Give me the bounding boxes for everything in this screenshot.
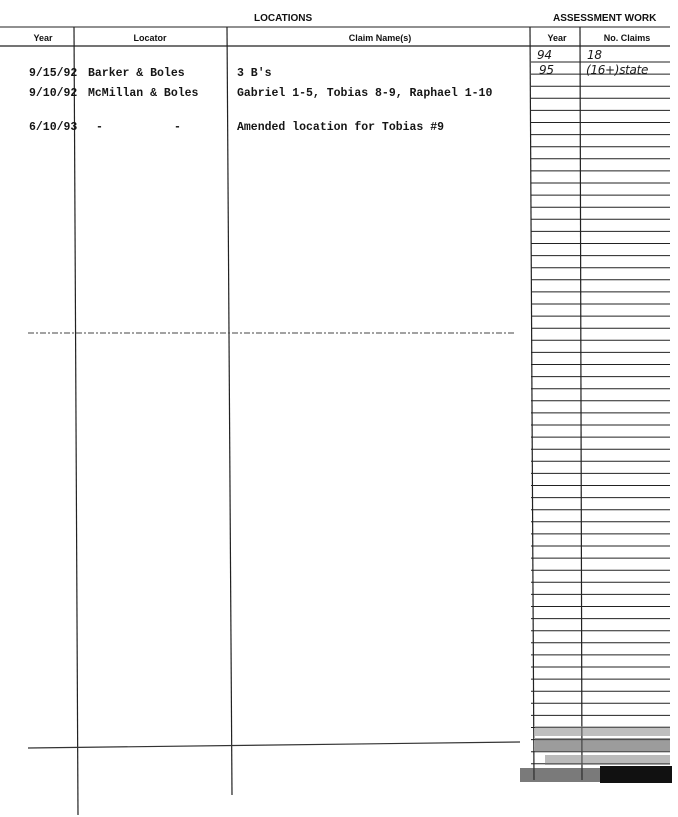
location-locator-dash: -: [96, 121, 103, 134]
aw-claims: 18: [587, 48, 602, 62]
col-claim-names: Claim Name(s): [348, 33, 412, 43]
locations-title: LOCATIONS: [254, 13, 313, 24]
location-locator-dash: -: [174, 121, 181, 134]
aw-claims: (16+)state: [586, 63, 649, 77]
location-locator: McMillan & Boles: [88, 87, 199, 100]
aw-year: 94: [537, 48, 552, 62]
location-year: 9/10/92: [29, 87, 78, 100]
col-locator: Locator: [133, 33, 167, 43]
location-claims: Amended location for Tobias #9: [237, 121, 445, 134]
location-claims: Gabriel 1-5, Tobias 8-9, Raphael 1-10: [237, 87, 493, 100]
col-aw-year: Year: [547, 33, 567, 43]
location-claims: 3 B's: [237, 67, 272, 80]
location-year: 6/10/93: [29, 121, 78, 134]
aw-year: 95: [539, 63, 554, 77]
col-aw-claims: No. Claims: [603, 33, 651, 43]
location-locator: Barker & Boles: [88, 67, 185, 80]
col-year: Year: [33, 33, 53, 43]
location-year: 9/15/92: [29, 67, 78, 80]
assessment-work-title: ASSESSMENT WORK: [553, 13, 657, 24]
